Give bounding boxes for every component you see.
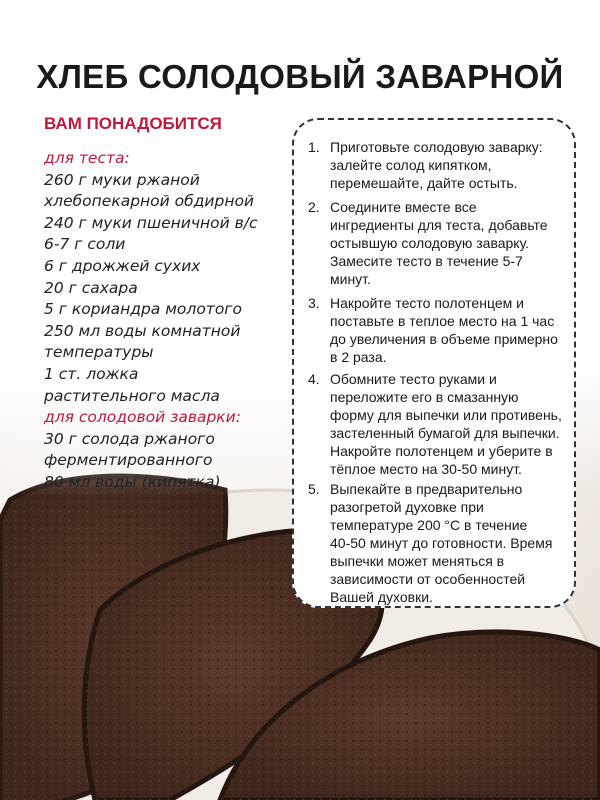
step-line: залейте солод кипятком, [330, 157, 492, 173]
ingredients-list [44, 148, 304, 494]
step-line: 40-50 минут до готовности. Время [330, 535, 553, 551]
step-line: переложите его в смазанную [330, 389, 519, 405]
step-number: 4. [308, 371, 320, 387]
step-1 [308, 138, 570, 192]
step-line: тёплое место на 30-50 минут. [330, 461, 522, 477]
ingredient-line: 80 мл воды (кипятка) [44, 472, 221, 491]
ingredient-line: растительного масла [44, 386, 220, 405]
dough-subheading: для теста: [44, 149, 130, 167]
malt-subheading: для солодовой заварки: [44, 408, 241, 427]
page-title: ХЛЕБ СОЛОДОВЫЙ ЗАВАРНОЙ [36, 58, 564, 95]
step-line: Накройте полотенцем и уберите в [330, 443, 553, 459]
ingredient-line: 6-7 г соли [44, 235, 126, 254]
step-line: Накройте тесто полотенцем и [330, 295, 524, 311]
step-number: 2. [308, 199, 320, 215]
step-line: Соедините вместе все [330, 199, 477, 215]
step-line: выпечки может меняться в [330, 553, 505, 569]
ingredient-line: 1 ст. ложка [44, 364, 139, 383]
step-line: зависимости от особенностей [330, 571, 526, 587]
ingredient-line: 30 г солода ржаного [44, 429, 215, 448]
step-line: разогретой духовке при [330, 499, 484, 515]
step-number: 3. [308, 295, 320, 311]
ingredient-line: 240 г муки пшеничной в/с [44, 213, 258, 232]
step-2 [308, 198, 570, 288]
step-number: 1. [308, 139, 320, 155]
step-line: ингредиенты для теста, добавьте [330, 217, 548, 233]
ingredient-line: 260 г муки ржаной [44, 170, 200, 189]
step-5 [308, 480, 570, 606]
step-line: форму для выпечки или противень, [330, 407, 562, 423]
ingredient-line: хлебопекарной обдирной [44, 192, 255, 211]
ingredients-heading: ВАМ ПОНАДОБИТСЯ [44, 114, 222, 133]
step-line: Выпекайте в предварительно [330, 481, 523, 497]
step-line: застеленный бумагой для выпечки. [330, 425, 560, 441]
step-3 [308, 294, 570, 366]
step-line: Приготовьте солодовую заварку: [330, 139, 543, 155]
ingredient-line: ферментированного [44, 451, 213, 470]
step-line: Вашей духовки. [330, 589, 433, 605]
step-number: 5. [308, 481, 320, 497]
step-line: Замесите тесто в течение 5-7 [330, 253, 523, 269]
ingredient-line: 5 г кориандра молотого [44, 300, 242, 319]
ingredient-line: температуры [44, 343, 154, 362]
ingredient-line: 6 г дрожжей сухих [44, 256, 201, 275]
step-line: в 2 раза. [330, 349, 387, 365]
step-line: остывшую солодовую заварку. [330, 235, 530, 251]
step-line: температуре 200 °С в течение [330, 517, 528, 533]
step-line: Обомните тесто руками и [330, 371, 497, 387]
step-line: перемешайте, дайте остыть. [330, 175, 518, 191]
step-line: поставьте в теплое место на 1 час [330, 313, 555, 329]
step-line: минут. [330, 271, 371, 287]
ingredient-line: 250 мл воды комнатной [44, 321, 241, 340]
step-4 [308, 370, 570, 478]
instructions-box [292, 118, 576, 608]
step-line: до увеличения в объеме примерно [330, 331, 558, 347]
ingredient-line: 20 г сахара [44, 278, 138, 297]
